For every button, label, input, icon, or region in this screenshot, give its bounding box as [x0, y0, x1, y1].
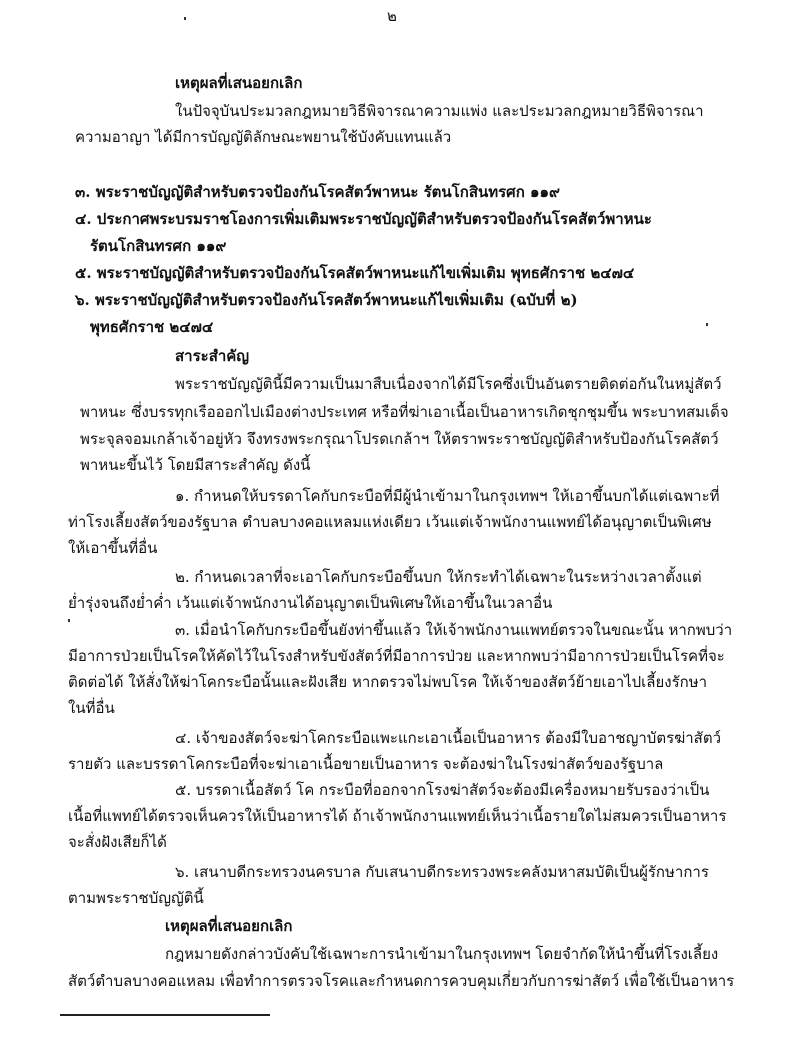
- summary-intro-line: พระจุลจอมเกล้าเจ้าอยู่หัว จึงทรงพระกรุณาโปรดเกล้าฯ ให้ตราพระราชบัญญัติสำหรับป้องกันโรคสัตว์: [80, 430, 719, 448]
- summary-intro-line: พระราชบัญญัตินี้มีความเป็นมาสืบเนื่องจากได้มีโรคซึ่งเป็นอันตรายติดต่อกันในหมู่สัตว์: [175, 375, 722, 393]
- summary-point-line: เนื้อที่แพทย์ได้ตรวจเห็นควรให้เป็นอาหารได้ ถ้าเจ้าพนักงานแพทย์เห็นว่าเนื้อรายใดไม่สมควรเป็นอาหาร: [68, 807, 727, 825]
- summary-point-line: ตามพระราชบัญญัตินี้: [68, 889, 204, 907]
- summary-point-line: ๓. เมื่อนำโคกับกระบือขึ้นยังท่าขึ้นแล้ว ให้เจ้าพนักงานแพทย์ตรวจในขณะนั้น หากพบว่า: [175, 621, 733, 639]
- summary-point-line: ติดต่อได้ ให้สั่งให้ฆ่าโคกระบือนั้นและฝังเสีย หากตรวจไม่พบโรค ให้เจ้าของสัตว์ย้ายเอาไปเลี้ยงรักษา: [68, 673, 708, 691]
- reason-paragraph-line: กฎหมายดังกล่าวบังคับใช้เฉพาะการนำเข้ามาในกรุงเทพฯ โดยจำกัดให้นำขึ้นที่โรงเลี้ยง: [165, 945, 719, 963]
- reason-paragraph-line: ในปัจจุบันประมวลกฎหมายวิธีพิจารณาความแพ่ง และประมวลกฎหมายวิธีพิจารณา: [175, 102, 704, 120]
- scan-speck: [184, 17, 186, 20]
- law-item-continued: รัตนโกสินทรศก ๑๑๙: [90, 237, 227, 255]
- page-number: ๒: [387, 7, 397, 25]
- law-item: ๓. พระราชบัญญัติสำหรับตรวจป้องกันโรคสัตว์พาหนะ รัตนโกสินทรศก ๑๑๙: [75, 183, 561, 201]
- summary-point-line: ให้เอาขึ้นที่อื่น: [68, 539, 158, 557]
- law-item: ๕. พระราชบัญญัติสำหรับตรวจป้องกันโรคสัตว์พาหนะแก้ไขเพิ่มเติม พุทธศักราช ๒๔๗๔: [75, 264, 635, 282]
- summary-point-line: จะสั่งฝังเสียก็ได้: [68, 833, 167, 851]
- scan-speck: [68, 619, 70, 622]
- summary-point-line: ๖. เสนาบดีกระทรวงนครบาล กับเสนาบดีกระทรวงพระคลังมหาสมบัติเป็นผู้รักษาการ: [175, 863, 709, 881]
- summary-point-line: ๔. เจ้าของสัตว์จะฆ่าโคกระบือแพะแกะเอาเนื้อเป็นอาหาร ต้องมีใบอาชญาบัตรฆ่าสัตว์: [175, 729, 722, 747]
- reason-heading: เหตุผลที่เสนอยกเลิก: [165, 917, 293, 935]
- summary-point-line: ๕. บรรดาเนื้อสัตว์ โค กระบือที่ออกจากโรงฆ่าสัตว์จะต้องมีเครื่องหมายรับรองว่าเป็น: [175, 781, 710, 799]
- summary-point-line: รายตัว และบรรดาโคกระบือที่จะฆ่าเอาเนื้อขายเป็นอาหาร จะต้องฆ่าในโรงฆ่าสัตว์ของรัฐบาล: [68, 755, 664, 773]
- summary-point-line: ๒. กำหนดเวลาที่จะเอาโคกับกระบือขึ้นบก ให้กระทำได้เฉพาะในระหว่างเวลาตั้งแต่: [175, 568, 702, 586]
- summary-intro-line: พาหนะ ซึ่งบรรทุกเรือออกไปเมืองต่างประเทศ หรือที่ฆ่าเอาเนื้อเป็นอาหารเกิดชุกชุมขึ้น พระบาทสมเด็จ: [80, 403, 729, 421]
- reason-heading: เหตุผลที่เสนอยกเลิก: [175, 74, 303, 92]
- summary-point-line: มีอาการป่วยเป็นโรคให้คัดไว้ในโรงสำหรับขังสัตว์ที่มีอาการป่วย และหากพบว่ามีอาการป่วยเป็นโรคที่จะ: [68, 647, 725, 665]
- summary-point-line: ท่าโรงเลี้ยงสัตว์ของรัฐบาล ตำบลบางคอแหลมแห่งเดียว เว้นแต่เจ้าพนักงานแพทย์ได้อนุญาตเป็นพิเศษ: [68, 513, 712, 531]
- law-item-continued: พุทธศักราช ๒๔๗๔: [90, 318, 214, 336]
- scan-speck: [706, 323, 708, 326]
- summary-intro-line: พาหนะขึ้นไว้ โดยมีสาระสำคัญ ดังนี้: [80, 456, 311, 474]
- law-item: ๖. พระราชบัญญัติสำหรับตรวจป้องกันโรคสัตว์พาหนะแก้ไขเพิ่มเติม (ฉบับที่ ๒): [75, 291, 578, 309]
- summary-point-line: ๑. กำหนดให้บรรดาโคกับกระบือที่มีผู้นำเข้ามาในกรุงเทพฯ ให้เอาขึ้นบกได้แต่เฉพาะที่: [175, 487, 720, 505]
- summary-heading: สาระสำคัญ: [175, 347, 250, 365]
- summary-point-line: ย่ำรุ่งจนถึงย่ำค่ำ เว้นแต่เจ้าพนักงานได้อนุญาตเป็นพิเศษให้เอาขึ้นในเวลาอื่น: [68, 594, 553, 612]
- summary-point-line: ในที่อื่น: [68, 699, 115, 717]
- law-item: ๔. ประกาศพระบรมราชโองการเพิ่มเติมพระราชบัญญัติสำหรับตรวจป้องกันโรคสัตว์พาหนะ: [75, 210, 652, 228]
- reason-paragraph-line: ความอาญา ได้มีการบัญญัติลักษณะพยานใช้บังคับแทนแล้ว: [75, 128, 452, 146]
- footnote-divider: [60, 1014, 270, 1016]
- reason-paragraph-line: สัตว์ตำบลบางคอแหลม เพื่อทำการตรวจโรคและกำหนดการควบคุมเกี่ยวกับการฆ่าสัตว์ เพื่อใช้เป็นอาหาร: [68, 972, 735, 990]
